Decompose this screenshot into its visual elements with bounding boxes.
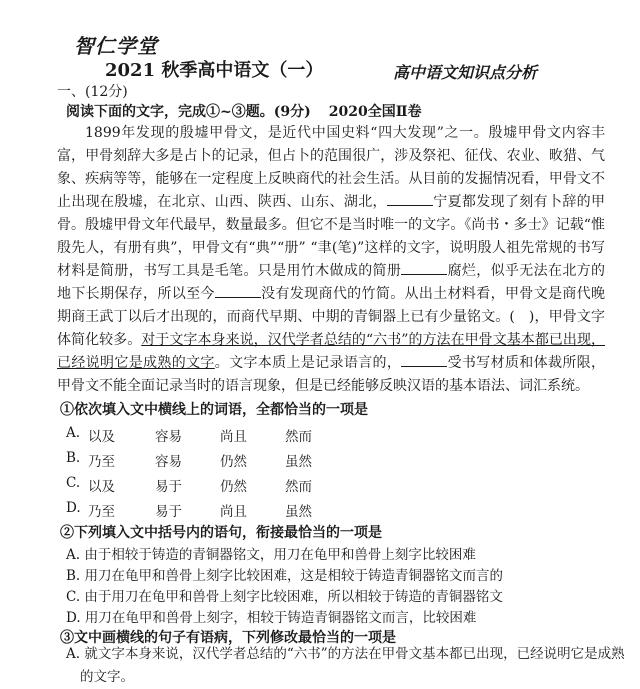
question-2-option-c: C. 由于用刀在龟甲和兽骨上刻字比较困难，所以相较于铸造的青铜器铭文 — [66, 589, 503, 605]
document-subtitle: 高中语文知识点分析 — [393, 63, 538, 82]
option-word-2: 易于 — [155, 479, 182, 495]
question-3-stem: ③文中画横线的句子有语病，下列修改最恰当的一项是 — [60, 630, 396, 646]
passage-paragraph — [57, 122, 605, 398]
option-letter: C. — [66, 475, 81, 491]
option-word-3: 尚且 — [220, 504, 247, 520]
option-word-3: 尚且 — [220, 429, 247, 445]
question-2-stem: ②下列填入文中括号内的语句，衔接最恰当的一项是 — [60, 525, 382, 541]
instruction-text: 阅读下面的文字，完成①~③题。(9分) — [66, 104, 311, 120]
school-name: 智仁学堂 — [74, 34, 158, 58]
option-word-1: 乃至 — [88, 504, 115, 520]
option-word-4: 然而 — [285, 479, 312, 495]
option-letter: A. — [66, 425, 81, 441]
passage-seg-5: )，甲骨文字体简化较多。 — [57, 309, 605, 348]
option-word-1: 乃至 — [88, 454, 115, 470]
question-1-stem: ①依次填入文中横线上的词语，全都恰当的一项是 — [60, 402, 368, 418]
option-word-4: 虽然 — [285, 504, 312, 520]
option-letter: B. — [66, 450, 81, 466]
question-2-option-b: B. 用刀在龟甲和兽骨上刻字比较困难，这是相较于铸造青铜器铭文而言的 — [66, 568, 504, 584]
passage-seg-6: 。文字本质上是记录语言的， — [214, 355, 402, 371]
reading-passage — [57, 122, 605, 398]
passage-seg-7: 受书写材质和体裁所限，甲骨文不能全面记录当时的语言现象，但是已经能够反映汉语的基本语法、词汇系统。 — [57, 355, 606, 394]
blank-3 — [215, 283, 261, 298]
option-word-4: 然而 — [285, 429, 312, 445]
option-word-2: 容易 — [155, 454, 182, 470]
passage-seg-4: 没有发现商代的竹简。从出土材料看，甲骨文是商代晚期商王武丁以后才出现的，而商代早期、中期的青铜器上已有少量铭文。( — [57, 286, 606, 325]
instruction — [66, 101, 422, 121]
passage-seg-1: 1899年发现的殷墟甲骨文，是近代中国史料“四大发现”之一。殷墟甲骨文内容丰富，甲骨刻辞大多是占卜的记录，但占卜的范围很广，涉及祭祀、征伐、农业、畋猎、气象、疾病等等，能够在一定程度上反映商代的社会生活。从目前的发掘情况看，甲骨文不止出现在殷墟，在北京、山西、陕西、山东、湖北， — [57, 125, 605, 210]
instruction-source: 2020全国Ⅱ卷 — [328, 104, 422, 120]
section-heading: 一、(12分) — [57, 84, 128, 100]
option-letter: D. — [66, 500, 81, 516]
blank-2 — [401, 260, 447, 275]
question-3-option-a: A. 就文字本身来说，汉代学者总结的“六书”的方法在甲骨文基本都已出现，已经说明它是成熟的文字。 — [66, 646, 625, 685]
option-word-4: 虽然 — [285, 454, 312, 470]
passage-seg-3: 腐烂，似乎无法在北方的地下长期保存，所以至今 — [57, 263, 606, 302]
option-word-1: 以及 — [88, 429, 115, 445]
option-word-3: 仍然 — [220, 479, 247, 495]
passage-seg-2: 宁夏都发现了刻有卜辞的甲骨。殷墟甲骨文年代最早，数量最多。但它不是当时唯一的文字。《尚书・多士》记载“惟殷先人，有册有典”，甲骨文有“典”“册” “聿(笔)”这样的文字，说明殷人祖先常规的书写材料是简册，书写工具是毛笔。只是用竹木做成的简册 — [57, 194, 606, 279]
blank-4 — [401, 352, 447, 367]
option-word-2: 容易 — [155, 429, 182, 445]
question-2-option-d: D. 用刀在龟甲和兽骨上刻字，相较于铸造青铜器铭文而言，比较困难 — [66, 610, 477, 626]
blank-1 — [387, 191, 433, 206]
underlined-sentence: 对于文字本身来说，汉代学者总结的“六书”的方法在甲骨文基本都已出现，已经说明它是成熟的文字 — [57, 332, 606, 371]
document-title: 2021 秋季高中语文（一） — [105, 60, 324, 81]
question-2-option-a: A. 由于相较于铸造的青铜器铭文，用刀在龟甲和兽骨上刻字比较困难 — [66, 547, 476, 563]
option-word-3: 仍然 — [220, 454, 247, 470]
option-word-1: 以及 — [88, 479, 115, 495]
option-word-2: 易于 — [155, 504, 182, 520]
